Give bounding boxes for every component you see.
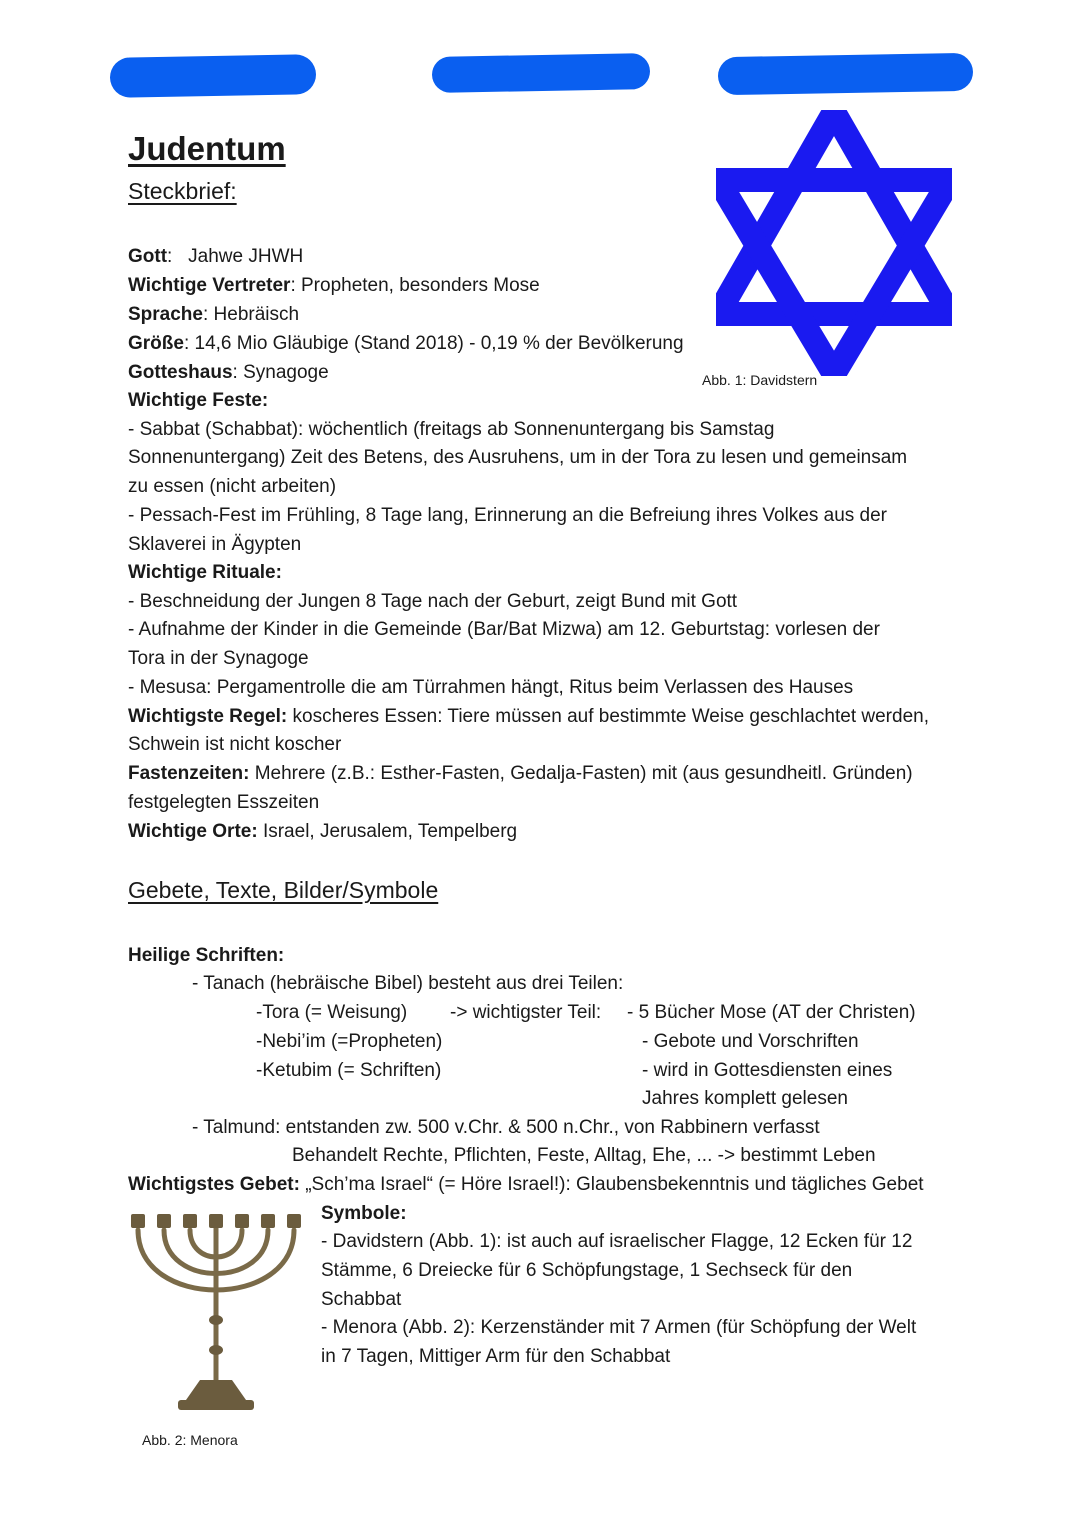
gott-label: Gott	[128, 246, 168, 267]
feste-line-2: Sonnenuntergang) Zeit des Betens, des Ausruhens, um in der Tora zu lesen und gemeinsam	[128, 447, 908, 468]
rituale-line-2: - Aufnahme der Kinder in die Gemeinde (Bar/Bat Mizwa) am 12. Geburtstag: vorlesen der	[128, 619, 880, 640]
feste-line-1: - Sabbat (Schabbat): wöchentlich (freitags ab Sonnenuntergang bis Samstag	[128, 419, 775, 440]
gott-line: Gott: Jahwe JHWH	[128, 246, 304, 267]
regel-value: koscheres Essen: Tiere müssen auf bestimmte Weise geschlachtet werden,	[292, 706, 929, 727]
feste-line-4: - Pessach-Fest im Frühling, 8 Tage lang, Erinnerung an die Befreiung ihres Volkes aus der	[128, 505, 888, 526]
gotteshaus-line: Gotteshaus: Synagoge	[128, 362, 329, 383]
figure-1-caption: Abb. 1: Davidstern	[702, 372, 818, 388]
orte-label: Wichtige Orte:	[128, 821, 258, 842]
rituale-label	[128, 559, 282, 588]
sprache-value: Hebräisch	[213, 304, 300, 325]
rituale-line-4: - Mesusa: Pergamentrolle die am Türrahmen hängt, Ritus beim Verlassen des Hauses	[128, 677, 854, 698]
symbole-line-1: - Davidstern (Abb. 1): ist auch auf israelischer Flagge, 12 Ecken für 12	[321, 1231, 913, 1252]
talmud-line-2: Behandelt Rechte, Pflichten, Feste, Alltag, Ehe, ... -> bestimmt Leben	[292, 1145, 876, 1166]
regel-label: Wichtigste Regel:	[128, 706, 288, 727]
tanach-part-tora: -Tora (= Weisung)	[256, 1002, 408, 1023]
tora-note-3: - wird in Gottesdiensten eines	[642, 1060, 893, 1081]
schriften-label-text: Heilige Schriften:	[128, 945, 285, 966]
tora-note-1: - 5 Bücher Mose (AT der Christen)	[627, 1002, 916, 1023]
regel-line-2: Schwein ist nicht koscher	[128, 734, 342, 755]
tora-note-2: - Gebote und Vorschriften	[642, 1031, 859, 1052]
fasten-line-2: festgelegten Esszeiten	[128, 792, 320, 813]
redaction-mark-center	[432, 53, 651, 93]
orte-line	[128, 818, 517, 847]
talmud-line-1: - Talmund: entstanden zw. 500 v.Chr. & 500 n.Chr., von Rabbinern verfasst	[192, 1117, 820, 1138]
redaction-mark-right	[718, 53, 974, 95]
feste-line-3: zu essen (nicht arbeiten)	[128, 476, 337, 497]
tanach-intro: - Tanach (hebräische Bibel) besteht aus drei Teilen:	[192, 973, 624, 994]
star-of-david-image	[716, 110, 952, 376]
sprache-label: Sprache	[128, 304, 203, 325]
vertreter-value: Propheten, besonders Mose	[301, 275, 540, 296]
groesse-line: Größe: 14,6 Mio Gläubige (Stand 2018) - 0,19 % der Bevölkerung	[128, 333, 684, 354]
redaction-mark-left	[110, 54, 317, 98]
vertreter-label: Wichtige Vertreter	[128, 275, 291, 296]
orte-value: Israel, Jerusalem, Tempelberg	[262, 821, 518, 842]
groesse-value: 14,6 Mio Gläubige (Stand 2018) - 0,19 % der Bevölkerung	[194, 333, 684, 354]
groesse-label: Größe	[128, 333, 184, 354]
gotteshaus-label: Gotteshaus	[128, 362, 233, 383]
symbole-label	[321, 1200, 407, 1229]
fasten-line	[128, 760, 913, 789]
gebet-label: Wichtigstes Gebet:	[128, 1174, 300, 1195]
symbole-line-4: - Menora (Abb. 2): Kerzenständer mit 7 Armen (für Schöpfung der Welt	[321, 1317, 917, 1338]
sprache-line: Sprache: Hebräisch	[128, 304, 300, 325]
section-2-heading: Gebete, Texte, Bilder/Symbole	[128, 877, 439, 903]
symbole-label-text: Symbole:	[321, 1203, 407, 1224]
schriften-label	[128, 942, 284, 971]
tanach-part-ketubim: -Ketubim (= Schriften)	[256, 1060, 442, 1081]
feste-label-text: Wichtige Feste:	[128, 390, 269, 411]
figure-2-caption: Abb. 2: Menora	[142, 1432, 238, 1448]
gotteshaus-value: Synagoge	[243, 362, 329, 383]
rituale-label-text: Wichtige Rituale:	[128, 562, 282, 583]
feste-label	[128, 387, 268, 416]
symbole-line-3: Schabbat	[321, 1289, 402, 1310]
vertreter-line: Wichtige Vertreter: Propheten, besonders Mose	[128, 275, 540, 296]
symbole-line-5: in 7 Tagen, Mittiger Arm für den Schabbat	[321, 1346, 671, 1367]
fasten-label: Fastenzeiten:	[128, 763, 250, 784]
tora-arrow: -> wichtigster Teil:	[450, 1002, 602, 1023]
regel-line	[128, 703, 929, 732]
menorah-image	[126, 1210, 306, 1416]
fasten-value: Mehrere (z.B.: Esther-Fasten, Gedalja-Fasten) mit (aus gesundheitl. Gründen)	[254, 763, 913, 784]
document-title: Judentum	[128, 130, 286, 167]
gebet-line	[128, 1171, 924, 1200]
tora-note-4: Jahres komplett gelesen	[642, 1088, 848, 1109]
rituale-line-1: - Beschneidung der Jungen 8 Tage nach der Geburt, zeigt Bund mit Gott	[128, 591, 738, 612]
feste-line-5: Sklaverei in Ägypten	[128, 534, 302, 555]
steckbrief-heading: Steckbrief:	[128, 178, 237, 204]
gebet-value: „Sch’ma Israel“ (= Höre Israel!): Glaubensbekenntnis und tägliches Gebet	[305, 1174, 924, 1195]
gott-value: Jahwe JHWH	[188, 246, 304, 267]
symbole-line-2: Stämme, 6 Dreiecke für 6 Schöpfungstage, 1 Sechseck für den	[321, 1260, 853, 1281]
rituale-line-3: Tora in der Synagoge	[128, 648, 309, 669]
tanach-part-nebiim: -Nebi’im (=Propheten)	[256, 1031, 443, 1052]
